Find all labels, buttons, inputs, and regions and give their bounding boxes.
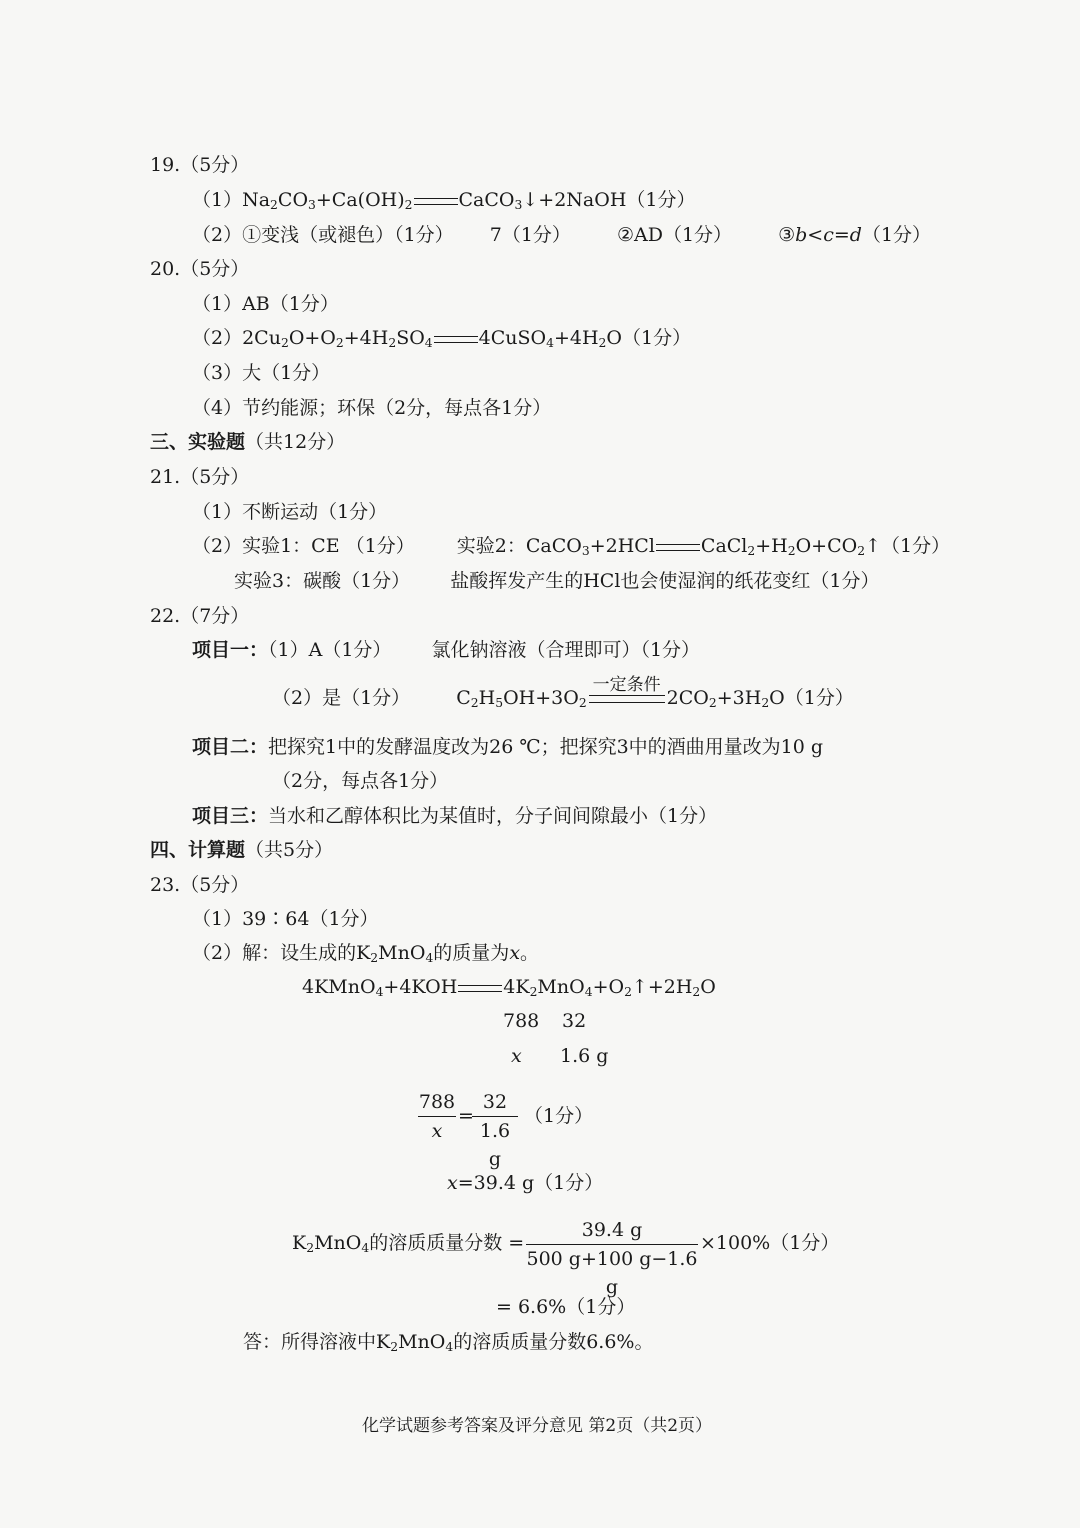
mass-fraction-score: ×100%（1分） [700, 1232, 840, 1254]
q22-heading: 22.（7分） [150, 605, 250, 627]
q22-item2: 项目二：把探究1中的发酵温度改为26 ℃；把探究3中的酒曲用量改为10 g [192, 736, 824, 758]
mass-fraction: 39.4 g 500 g+100 g−1.6 g [526, 1219, 698, 1298]
section-3-title: 三、实验题（共12分） [150, 431, 346, 453]
q22-item1-part2: （2）是（1分） $C_2H_5OH+3O_2$ 一定条件 $2CO_2+3H_2O(1$分） [272, 685, 854, 711]
q19-part2: （2）①变浅（或褪色）（1分） 7（1分） ②AD（1分） ③b<c=d（1分） [192, 224, 932, 246]
q23-unknown-x: x [511, 1045, 522, 1067]
q23-part1: （1）39∶64（1分） [192, 908, 379, 930]
ratio-left: 788 x [418, 1091, 456, 1142]
q20-heading: 20.（5分） [150, 258, 250, 280]
q22-item1: 项目一：（1）A（1分） 氯化钠溶液（合理即可）（1分） [192, 639, 701, 661]
q23-given-mass: 1.6 g [560, 1045, 609, 1067]
ratio-equals: = [458, 1105, 474, 1127]
q23-x-result: x=39.4 g（1分） [447, 1172, 604, 1194]
q23-equation: 4KMnO$_4$+4KOH $4K_2MnO_4+O_2↑+2H_2O$ [302, 976, 716, 1000]
q23-mass-2: 32 [562, 1010, 587, 1032]
q21-part1: （1）不断运动（1分） [192, 501, 388, 523]
q23-part2: （2）解：设生成的$K_2MnO_4$的质量为x。 [192, 942, 540, 966]
q21-part2: （2）实验1：CE （1分） 实验2：CaCO$_3$+2HCl $CaCl_2+H_2O+CO_2↑(1$分） [192, 535, 951, 559]
q20-part2: $(2)2Cu_2O+O_2+4H_2SO_4$ $4CuSO_4+4H_2O(1$分） [192, 327, 692, 351]
q20-part4: （4）节约能源；环保（2分，每点各1分） [192, 397, 552, 419]
equals-sign [414, 198, 458, 205]
q21-heading: 21.（5分） [150, 466, 250, 488]
q23-heading: 23.（5分） [150, 874, 250, 896]
ratio-right: 32 1.6 g [472, 1088, 518, 1173]
equals-sign [434, 336, 478, 343]
q20-part1: （1）AB（1分） [192, 293, 339, 315]
ratio-score: （1分） [524, 1105, 594, 1127]
reaction-condition-arrow [589, 675, 665, 703]
q20-part3: （3）大（1分） [192, 362, 331, 384]
equals-sign [656, 544, 700, 551]
q22-item3: 项目三：当水和乙醇体积比为某值时，分子间间隙最小（1分） [192, 805, 718, 827]
q21-part3: 实验3：碳酸（1分） 盐酸挥发产生的HCl也会使湿润的纸花变红（1分） [234, 570, 880, 592]
q22-item2-score: （2分，每点各1分） [272, 770, 449, 792]
section-4-title: 四、计算题（共5分） [150, 839, 334, 861]
reaction-condition: 一定条件 [592, 675, 661, 695]
mass-fraction-label: $K_2MnO_4$的溶质质量分数 = [292, 1232, 525, 1256]
q19-part1: $(1)Na_2CO_3+Ca(OH)_2$ CaCO$_3$↓+2NaOH（1分） [192, 189, 696, 213]
q23-mass-1: 788 [503, 1010, 540, 1032]
q19-heading: 19.（5分） [150, 154, 250, 176]
q23-result: = 6.6%（1分） [496, 1296, 636, 1318]
page-footer: 化学试题参考答案及评分意见 第2页（共2页） [362, 1416, 713, 1436]
q23-answer: 答：所得溶液中$K_2MnO_4$的溶质质量分数6.6%。 [243, 1331, 654, 1355]
equals-sign [458, 985, 502, 992]
